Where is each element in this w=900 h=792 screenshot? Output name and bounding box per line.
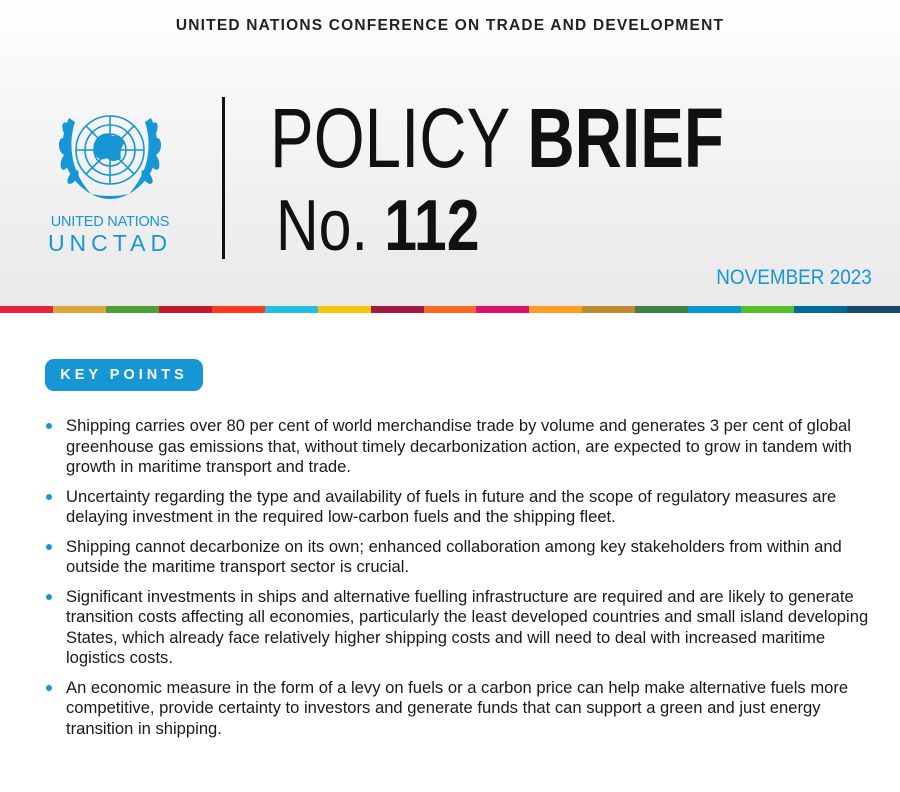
key-point-text: Uncertainty regarding the type and availability of fuels in future and the scope of regulatory measures are delaying investment in the required low-carbon fuels and the shipping fleet. — [66, 486, 837, 526]
logo-text-unctad: UNCTAD — [47, 230, 173, 256]
policy-brief-title — [270, 91, 724, 185]
org-title: UNITED NATIONS CONFERENCE ON TRADE AND DEVELOPMENT — [175, 17, 725, 34]
sdg-strip-segment — [741, 306, 794, 313]
key-points-list — [44, 416, 874, 748]
brief-number-value: 112 — [384, 186, 480, 266]
sdg-strip-segment — [371, 306, 424, 313]
list-item — [44, 678, 874, 740]
sdg-strip-segment — [847, 306, 900, 313]
key-point-text: Shipping carries over 80 per cent of world merchandise trade by volume and generates 3 per cent of global greenhouse gas emissions that, without timely decarbonization action, are expected to grow in tandem with growth in maritime transport and trade. — [66, 416, 852, 476]
key-point-text: Shipping cannot decarbonize on its own; enhanced collaboration among key stakeholders from within and outside the maritime transport sector is crucial. — [66, 536, 842, 576]
sdg-strip-segment — [794, 306, 847, 313]
sdg-strip-segment — [53, 306, 106, 313]
logo-text-united-nations: UNITED NATIONS — [50, 214, 170, 230]
brief-number — [276, 186, 480, 266]
masthead — [0, 0, 900, 306]
list-item — [44, 587, 874, 669]
sdg-color-strip — [0, 306, 900, 313]
sdg-strip-segment — [635, 306, 688, 313]
brief-number-prefix: No. — [276, 186, 368, 266]
un-logo — [42, 98, 178, 256]
sdg-strip-segment — [582, 306, 635, 313]
bullet-icon — [46, 594, 52, 600]
publication-date: NOVEMBER 2023 — [716, 266, 872, 289]
sdg-strip-segment — [318, 306, 371, 313]
key-point-text: Significant investments in ships and alternative fuelling infrastructure are required and are likely to generate transition costs affecting all economies, particularly the least developed countries and small island developing States, which already face relatively higher shipping costs and will need to deal with increased maritime logistics costs. — [66, 586, 869, 667]
bullet-icon — [46, 423, 52, 429]
title-word-brief: BRIEF — [527, 91, 724, 185]
sdg-strip-segment — [0, 306, 53, 313]
key-points-label: KEY POINTS — [45, 359, 203, 391]
header-divider — [222, 97, 225, 259]
title-word-policy: POLICY — [270, 91, 510, 185]
list-item — [44, 416, 874, 478]
bullet-icon — [46, 494, 52, 500]
list-item — [44, 537, 874, 578]
sdg-strip-segment — [212, 306, 265, 313]
sdg-strip-segment — [529, 306, 582, 313]
bullet-icon — [46, 685, 52, 691]
sdg-strip-segment — [688, 306, 741, 313]
un-emblem-icon — [47, 98, 173, 210]
sdg-strip-segment — [265, 306, 318, 313]
list-item — [44, 487, 874, 528]
sdg-strip-segment — [476, 306, 529, 313]
key-point-text: An economic measure in the form of a levy on fuels or a carbon price can help make alternative fuels more competitive, provide certainty to investors and generate funds that can support a green and just energy transition in shipping. — [66, 677, 849, 738]
sdg-strip-segment — [106, 306, 159, 313]
bullet-icon — [46, 544, 52, 550]
sdg-strip-segment — [159, 306, 212, 313]
sdg-strip-segment — [424, 306, 477, 313]
